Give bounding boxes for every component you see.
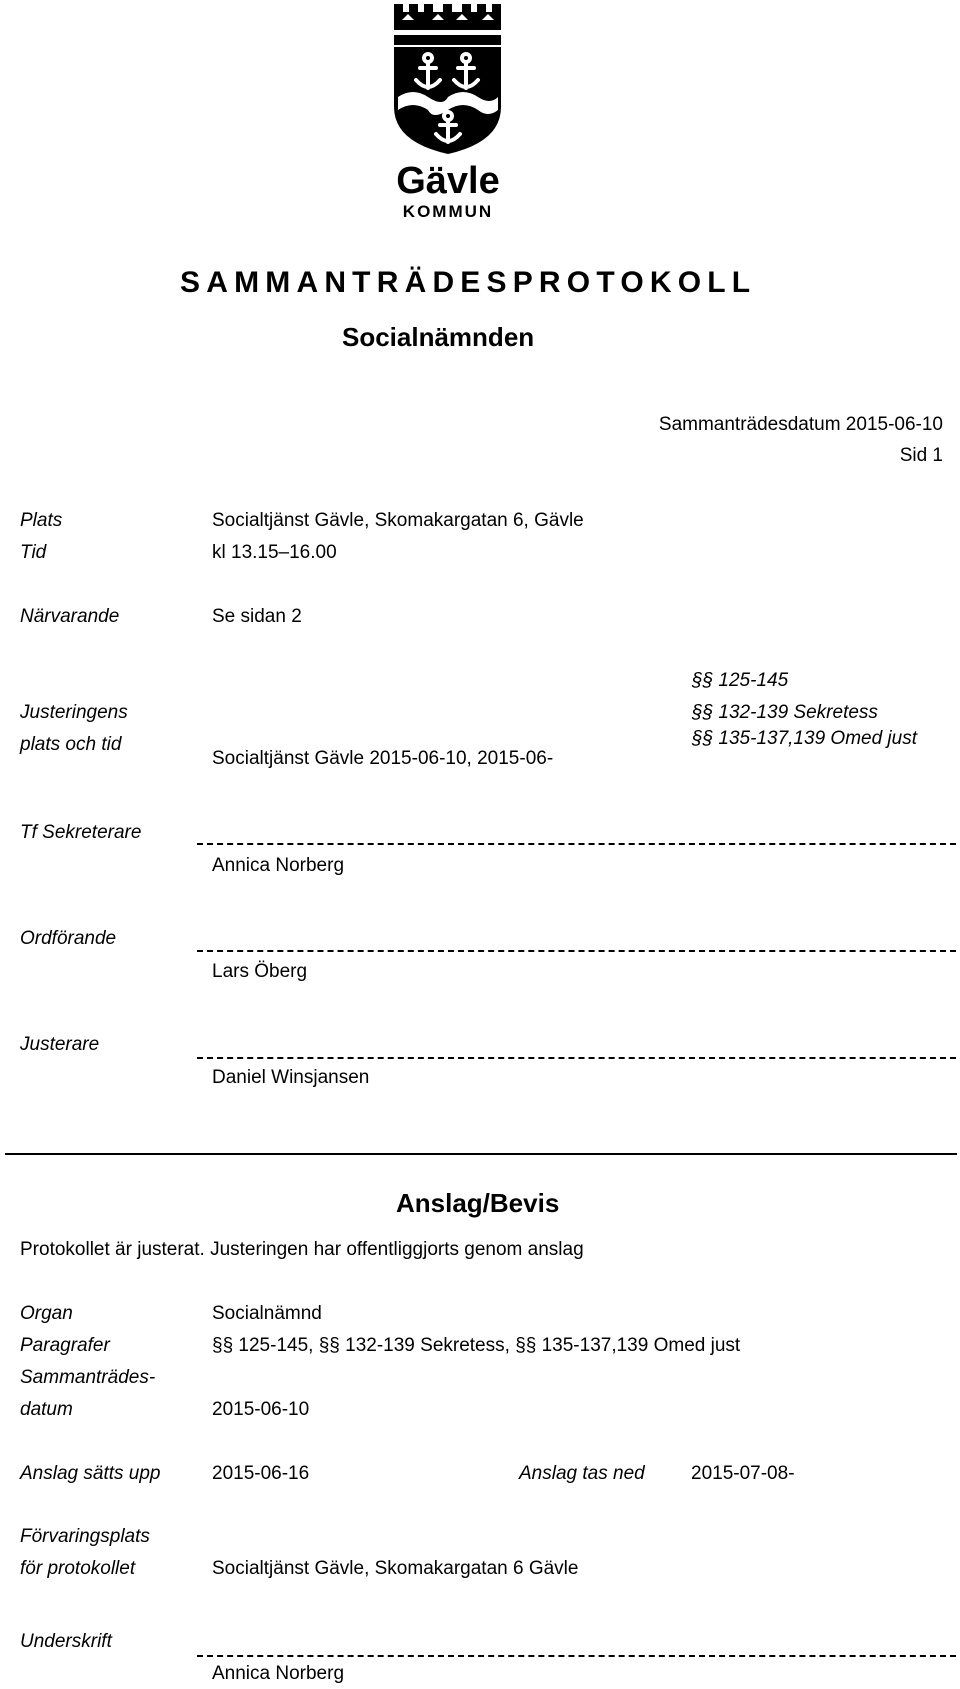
- section-sign-icon: §§: [515, 1335, 537, 1356]
- date-label-line1: Sammanträdes-: [20, 1367, 156, 1388]
- present-value: Se sidan 2: [212, 606, 302, 627]
- gavle-kommun-logo: [388, 2, 508, 220]
- crown-icon: [394, 4, 501, 45]
- section-sign-icon: §§: [692, 728, 714, 749]
- section-item: §§ 135-137,139 Omed just: [692, 728, 917, 749]
- signature-name: Daniel Winsjansen: [212, 1067, 370, 1088]
- anslag-up-value: 2015-06-16: [212, 1463, 310, 1484]
- signature-line: [197, 1057, 956, 1059]
- time-label: Tid: [20, 542, 47, 563]
- anslag-down-label: Anslag tas ned: [519, 1463, 645, 1484]
- paragrafer-label: Paragrafer: [20, 1335, 110, 1356]
- present-label: Närvarande: [20, 606, 120, 627]
- signature-name: Annica Norberg: [212, 855, 345, 876]
- signature-name: Lars Öberg: [212, 961, 308, 982]
- time-value: kl 13.15–16.00: [212, 542, 337, 563]
- anslag-note: Protokollet är justerat. Justeringen har offentliggjorts genom anslag: [20, 1239, 584, 1260]
- adjustment-label-line2: plats och tid: [20, 734, 122, 755]
- signature-line: [197, 1655, 956, 1657]
- signature-line: [197, 950, 956, 952]
- organ-value: Socialnämnd: [212, 1303, 322, 1324]
- logo-sub: KOMMUN: [402, 202, 494, 220]
- signature-label: Underskrift: [20, 1631, 112, 1652]
- document-subtitle: Socialnämnden: [342, 322, 535, 352]
- anslag-title: Anslag/Bevis: [396, 1188, 560, 1218]
- organ-label: Organ: [20, 1303, 73, 1324]
- meeting-date: Sammanträdesdatum 2015-06-10: [658, 414, 943, 435]
- shield-icon: [394, 47, 501, 154]
- section-divider: [5, 1153, 957, 1155]
- logo-name: Gävle: [396, 160, 500, 202]
- anslag-up-label: Anslag sätts upp: [20, 1463, 161, 1484]
- place-label: Plats: [20, 510, 63, 531]
- paragrafer-value: §§ 125-145, §§ 132-139 Sekretess, §§ 135-137,139 Omed just: [212, 1335, 741, 1356]
- section-sign-icon: §§: [692, 670, 714, 691]
- section-sign-icon: §§: [318, 1335, 340, 1356]
- adjustment-value: Socialtjänst Gävle 2015-06-10, 2015-06-: [212, 748, 554, 769]
- date-label-line2: datum: [20, 1399, 73, 1420]
- section-sign-icon: §§: [212, 1335, 234, 1356]
- date-value: 2015-06-10: [212, 1399, 310, 1420]
- page-number: Sid 1: [899, 445, 943, 466]
- signature-role: Justerare: [20, 1034, 100, 1055]
- place-value: Socialtjänst Gävle, Skomakargatan 6, Gävle: [212, 510, 584, 531]
- anslag-down-value: 2015-07-08-: [691, 1463, 795, 1484]
- storage-label-line2: för protokollet: [20, 1558, 136, 1579]
- adjustment-label-line1: Justeringens: [20, 702, 128, 723]
- signature-role: Ordförande: [20, 928, 117, 949]
- document-title: SAMMANTRÄDESPROTOKOLL: [180, 266, 757, 299]
- signature-name: Annica Norberg: [212, 1663, 345, 1684]
- section-sign-icon: §§: [692, 702, 714, 723]
- storage-label-line1: Förvaringsplats: [20, 1526, 150, 1547]
- storage-value: Socialtjänst Gävle, Skomakargatan 6 Gävle: [212, 1558, 579, 1579]
- section-item: §§ 132-139 Sekretess: [692, 702, 878, 723]
- section-item: §§ 125-145: [692, 670, 789, 691]
- signature-role: Tf Sekreterare: [20, 822, 142, 843]
- signature-line: [197, 843, 956, 845]
